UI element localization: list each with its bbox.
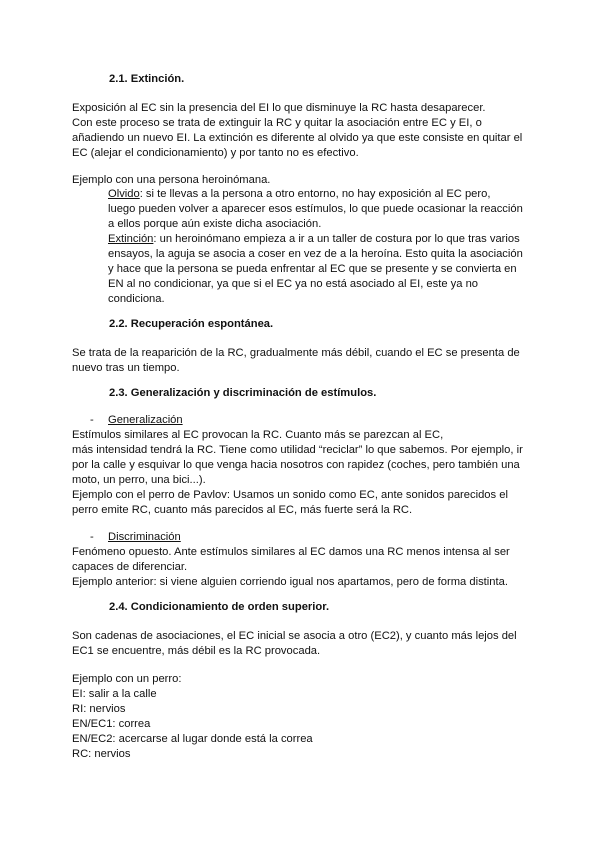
example-line: EI: salir a la calle	[72, 688, 157, 700]
paragraph-line: capaces de diferenciar.	[72, 561, 188, 573]
example-line: RI: nervios	[72, 703, 126, 715]
olvido-term: Olvido	[108, 188, 140, 200]
section-heading-orden-superior: 2.4. Condicionamiento de orden superior.	[109, 601, 330, 613]
section-heading-generalizacion: 2.3. Generalización y discriminación de estímulos.	[109, 387, 377, 399]
paragraph-line: Ejemplo con el perro de Pavlov: Usamos un sonido como EC, ante sonidos parecidos el	[72, 489, 508, 501]
list-bullet: -	[90, 531, 94, 543]
list-bullet: -	[90, 414, 94, 426]
paragraph-line: nuevo tras un tiempo.	[72, 362, 180, 374]
paragraph-line: luego pueden volver a aparecer esos estímulos, lo que puede ocasionar la reacción	[108, 203, 523, 215]
olvido-text: : si te llevas a la persona a otro entorno, no hay exposición al EC pero,	[139, 188, 491, 200]
paragraph-line: perro emite RC, cuanto más parecidos al EC, más fuerte será la RC.	[72, 504, 413, 516]
extincion-term: Extinción	[108, 233, 154, 245]
paragraph-line: Estímulos similares al EC provocan la RC. Cuanto más se parezcan al EC,	[72, 429, 444, 441]
paragraph-line: a ellos porque aún existe dicha asociación.	[108, 218, 322, 230]
section-heading-recuperacion: 2.2. Recuperación espontánea.	[109, 318, 274, 330]
paragraph-line: condiciona.	[108, 293, 165, 305]
paragraph-line: por la calle y esquivar lo que venga hacia nosotros con rapidez (coches, pero también una	[72, 459, 520, 471]
extincion-first-line	[108, 232, 520, 246]
paragraph-line: EC1 se encuentre, más débil es la RC provocada.	[72, 645, 321, 657]
paragraph-line: Ejemplo anterior: si viene alguien corriendo igual nos apartamos, pero de forma distinta.	[72, 576, 508, 588]
olvido-first-line	[108, 187, 490, 201]
example-line: Ejemplo con un perro:	[72, 673, 182, 685]
paragraph-line: Son cadenas de asociaciones, el EC inicial se asocia a otro (EC2), y cuanto más lejos del	[72, 630, 517, 642]
paragraph-line: EC (alejar el condicionamiento) y por tanto no es efectivo.	[72, 147, 359, 159]
example-line: RC: nervios	[72, 748, 131, 760]
paragraph-line: y hace que la persona se pueda enfrentar al EC que se presente y se convierta en	[108, 263, 517, 275]
paragraph-line: moto, un perro, una bici...).	[72, 474, 206, 486]
paragraph-line: Con este proceso se trata de extinguir la RC y quitar la asociación entre EC y EI, o	[72, 117, 482, 129]
paragraph-line: añadiendo un nuevo EI. La extinción es diferente al olvido ya que este consiste en quitar el	[72, 132, 523, 144]
paragraph-line: EN al no condicionar, ya que si el EC ya no está asociado al EI, este ya no	[108, 278, 479, 290]
paragraph-line: más intensidad tendrá la RC. Tiene como utilidad “reciclar” lo que sabemos. Por ejemplo, ir	[72, 444, 523, 456]
discriminacion-term: Discriminación	[108, 531, 181, 543]
example-line: EN/EC2: acercarse al lugar donde está la correa	[72, 733, 313, 745]
paragraph-line: Se trata de la reaparición de la RC, gradualmente más débil, cuando el EC se presenta de	[72, 347, 520, 359]
example-line: EN/EC1: correa	[72, 718, 151, 730]
example-intro: Ejemplo con una persona heroinómana.	[72, 174, 271, 186]
paragraph-line: Fenómeno opuesto. Ante estímulos similares al EC damos una RC menos intensa al ser	[72, 546, 510, 558]
paragraph-line: Exposición al EC sin la presencia del EI lo que disminuye la RC hasta desaparecer.	[72, 102, 486, 114]
section-heading-extincion: 2.1. Extinción.	[109, 73, 185, 85]
extincion-text: : un heroinómano empieza a ir a un taller de costura por lo que tras varios	[153, 233, 520, 245]
generalizacion-term: Generalización	[108, 414, 183, 426]
paragraph-line: ensayos, la aguja se asocia a coser en vez de a la heroína. Esto quita la asociación	[108, 248, 523, 260]
